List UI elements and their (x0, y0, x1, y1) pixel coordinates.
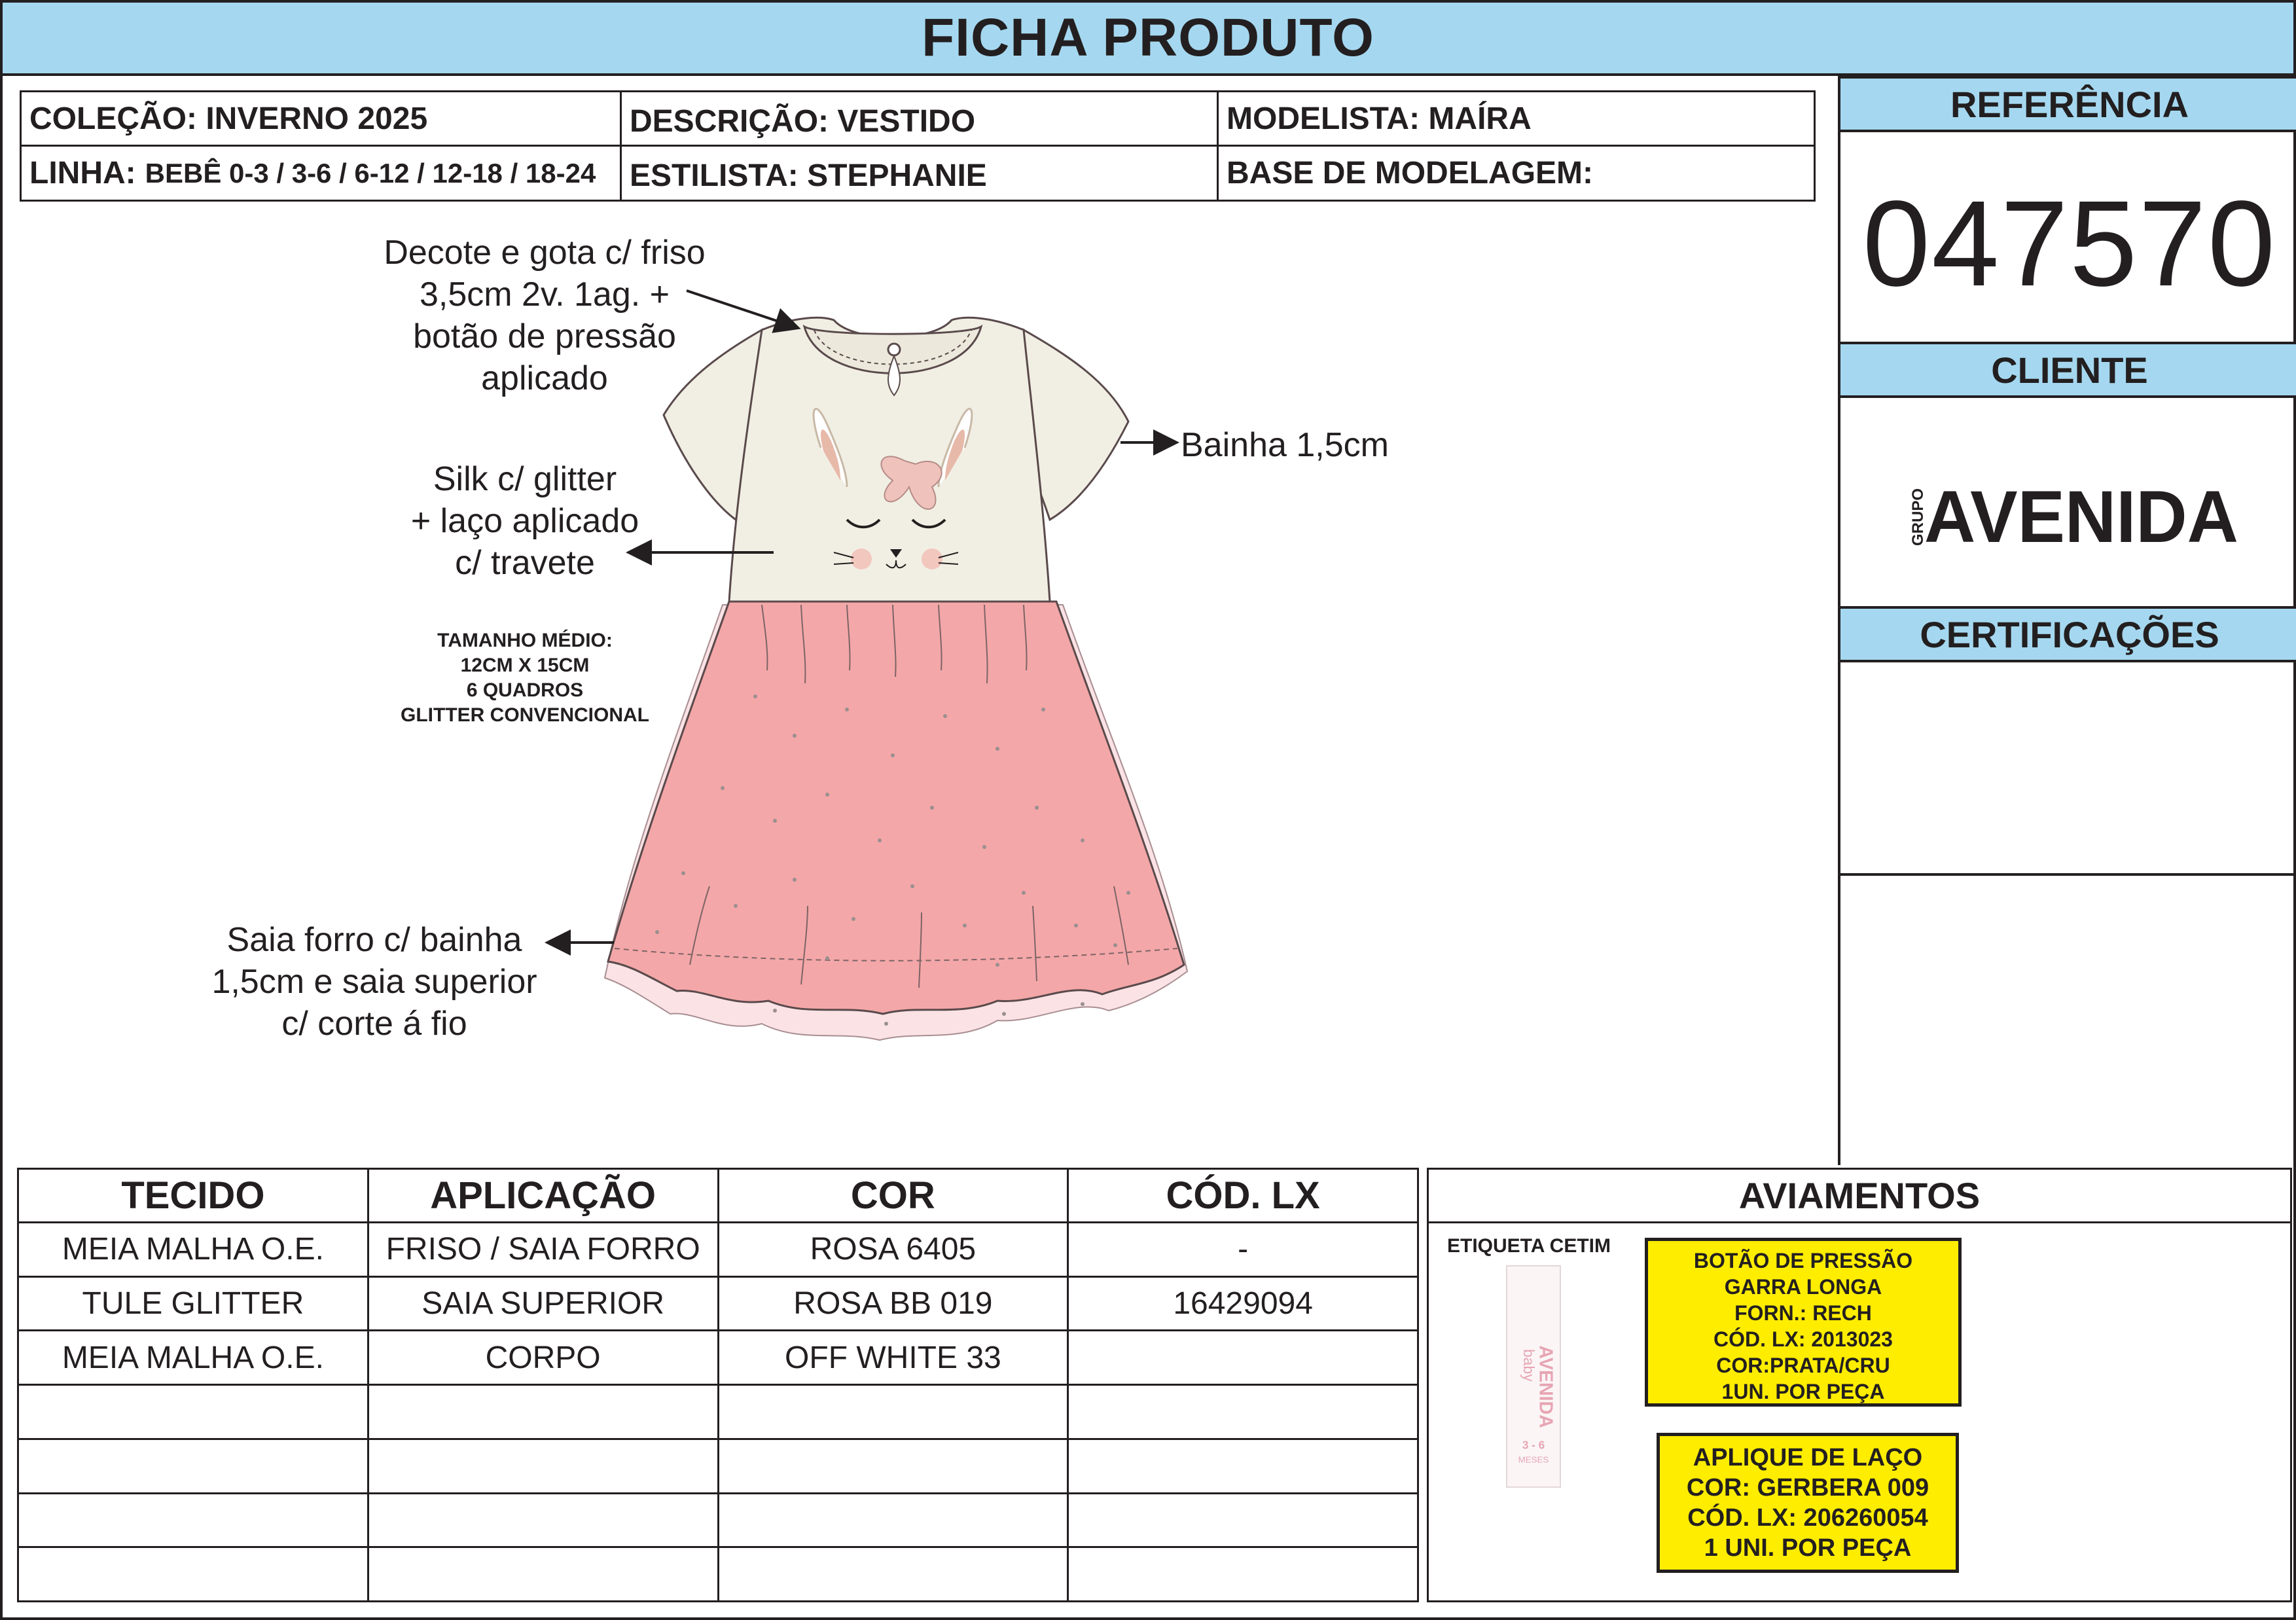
table-cell: CORPO (368, 1331, 718, 1385)
snap-button (888, 344, 900, 355)
table-cell (368, 1385, 718, 1439)
descricao-field: DESCRIÇÃO: VESTIDO (630, 103, 976, 139)
annotation-saia (173, 919, 576, 1045)
annotation-bainha: Bainha 1,5cm (1181, 426, 1389, 464)
table-header-row (18, 1169, 1418, 1223)
annotation-line: Saia forro c/ bainha (226, 921, 522, 959)
table-cell (718, 1439, 1068, 1493)
col-cor: COR (718, 1169, 1068, 1223)
note-line: COR: GERBERA 009 (1686, 1474, 1929, 1502)
table-cell (718, 1385, 1068, 1439)
colecao-field: COLEÇÃO: INVERNO 2025 (29, 101, 428, 136)
table-cell (1068, 1547, 1418, 1602)
note-line: CÓD. LX: 2013023 (1713, 1327, 1893, 1351)
table-row (18, 1331, 1418, 1385)
col-tecido: TECIDO (18, 1169, 368, 1223)
table-cell (368, 1547, 718, 1602)
annotation-line: c/ corte á fio (281, 1005, 467, 1043)
col-cod-lx: CÓD. LX (1068, 1169, 1418, 1223)
table-cell (1068, 1331, 1418, 1385)
avenida-logo (1898, 469, 2251, 554)
annotation-line: Silk c/ glitter (433, 460, 617, 498)
annotation-line: 1,5cm e saia superior (211, 963, 537, 1001)
logo-grupo-text: GRUPO (1909, 488, 1927, 546)
table-cell (18, 1547, 368, 1602)
col-aplicacao: APLICAÇÃO (368, 1169, 718, 1223)
table-cell (718, 1493, 1068, 1547)
table-cell: ROSA 6405 (718, 1223, 1068, 1277)
etiqueta-brand: AVENIDA (1535, 1345, 1556, 1428)
annotation-line: aplicado (481, 359, 608, 397)
aplique-laco-note (1657, 1433, 1959, 1573)
satin-label-image (1506, 1265, 1561, 1488)
table-row (18, 1493, 1418, 1547)
cliente-header: CLIENTE (1840, 342, 2296, 398)
annotation-line: c/ travete (455, 544, 595, 582)
table-cell (368, 1439, 718, 1493)
etiqueta-label: ETIQUETA CETIM (1447, 1235, 1611, 1257)
linha-label: LINHA: (29, 156, 136, 190)
table-cell (18, 1493, 368, 1547)
right-panel (1838, 76, 2296, 1165)
table-row (18, 1547, 1418, 1602)
annotation-silk (361, 458, 689, 584)
certificacoes-divider (1840, 873, 2296, 876)
annotation-line: 6 QUADROS (466, 679, 584, 701)
annotation-line: 12CM X 15CM (460, 655, 590, 676)
table-cell: OFF WHITE 33 (718, 1331, 1068, 1385)
table-cell (1068, 1493, 1418, 1547)
table-cell: SAIA SUPERIOR (368, 1276, 718, 1331)
annotation-line: GLITTER CONVENCIONAL (401, 704, 649, 726)
table-cell: FRISO / SAIA FORRO (368, 1223, 718, 1277)
estilista-field: ESTILISTA: STEPHANIE (630, 158, 987, 193)
table-cell: TULE GLITTER (18, 1276, 368, 1331)
table-cell (368, 1493, 718, 1547)
table-cell: 16429094 (1068, 1276, 1418, 1331)
annotation-line: + laço aplicado (410, 502, 639, 540)
referencia-header: REFERÊNCIA (1840, 76, 2296, 132)
annotation-line: TAMANHO MÉDIO: (437, 630, 613, 651)
note-line: BOTÃO DE PRESSÃO (1693, 1249, 1913, 1272)
note-line: FORN.: RECH (1734, 1301, 1872, 1325)
referencia-number: 047570 (1862, 175, 2277, 312)
annotation-tamanho (373, 628, 677, 728)
linha-value: BEBÊ 0-3 / 3-6 / 6-12 / 12-18 / 18-24 (145, 157, 596, 189)
fabric-table (17, 1168, 1419, 1602)
note-line: CÓD. LX: 206260054 (1687, 1504, 1928, 1532)
etiqueta-sub: baby (1520, 1349, 1537, 1382)
note-line: GARRA LONGA (1724, 1275, 1882, 1299)
note-line: 1UN. POR PEÇA (1721, 1380, 1885, 1403)
note-line: 1 UNI. POR PEÇA (1704, 1534, 1912, 1562)
table-cell (18, 1385, 368, 1439)
table-cell: ROSA BB 019 (718, 1276, 1068, 1331)
base-modelagem-field: BASE DE MODELAGEM: (1227, 156, 1594, 190)
aviamentos-box (1427, 1168, 2292, 1602)
table-cell: MEIA MALHA O.E. (18, 1223, 368, 1277)
note-line: APLIQUE DE LAÇO (1693, 1444, 1923, 1471)
table-row (18, 1439, 1418, 1493)
page-title: FICHA PRODUTO (3, 3, 2293, 76)
annotation-line: 3,5cm 2v. 1ag. + (419, 276, 670, 314)
certificacoes-header: CERTIFICAÇÕES (1840, 606, 2296, 662)
botao-pressao-note (1645, 1238, 1962, 1407)
table-cell (1068, 1439, 1418, 1493)
logo-name-text: AVENIDA (1924, 476, 2238, 554)
table-cell (1068, 1385, 1418, 1439)
modelista-field: MODELISTA: MAÍRA (1227, 101, 1532, 136)
table-cell (18, 1439, 368, 1493)
table-cell: MEIA MALHA O.E. (18, 1331, 368, 1385)
note-line: COR:PRATA/CRU (1716, 1354, 1890, 1377)
etiqueta-unit: MESES (1518, 1454, 1549, 1465)
aviamentos-title: AVIAMENTOS (1429, 1170, 2290, 1223)
annotation-decote (348, 232, 741, 399)
annotation-line: botão de pressão (413, 317, 676, 355)
table-cell (718, 1547, 1068, 1602)
etiqueta-size: 3 - 6 (1522, 1438, 1545, 1452)
table-row (18, 1385, 1418, 1439)
table-row (18, 1276, 1418, 1331)
annotation-line: Decote e gota c/ friso (384, 234, 706, 272)
table-cell: - (1068, 1223, 1418, 1277)
table-row (18, 1223, 1418, 1277)
